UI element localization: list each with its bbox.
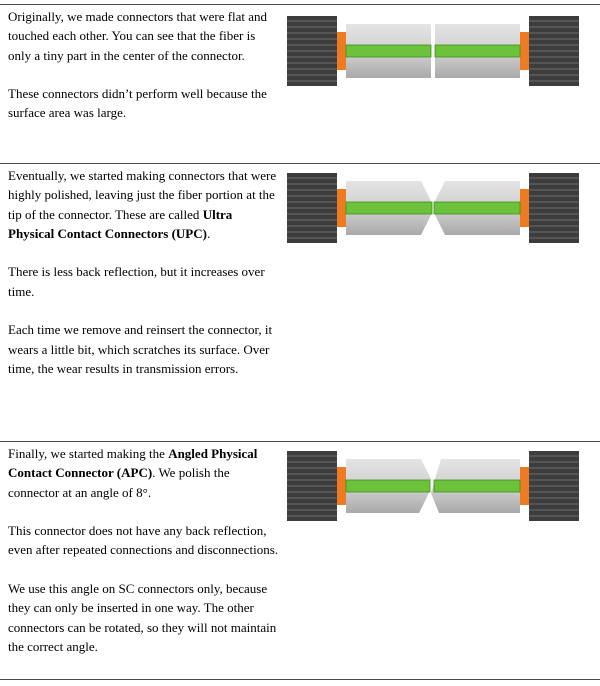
text-run: Originally, we made connectors that were flat and touched each other. You can see that the fiber is only a tiny part in the center of the connector. (8, 9, 268, 63)
table-rule-bottom (0, 679, 600, 680)
paragraph (8, 84, 278, 123)
right-collar (520, 467, 529, 505)
paragraph (8, 7, 278, 65)
table-row-flat (0, 4, 600, 163)
flat-connector-diagram (287, 16, 579, 86)
connector-svg (287, 173, 579, 243)
right-collar (520, 32, 529, 70)
left-fiber-core (346, 202, 432, 214)
text-run: Eventually, we started making connectors that were highly polished, leaving just the fiber portion at the tip of the connector. These are called (8, 168, 277, 222)
row-text-flat (8, 7, 278, 123)
paragraph (8, 320, 278, 378)
apc-connector-diagram (287, 451, 579, 521)
connector-svg (287, 451, 579, 521)
text-run: These connectors didn’t perform well because the surface area was large. (8, 86, 267, 121)
paragraph (8, 579, 278, 656)
bold-term: Ultra Physical Contact Connectors (UPC) (8, 206, 233, 241)
text-run: This connector does not have any back reflection, even after repeated connections and disconnections. (8, 523, 278, 558)
left-fiber-core (346, 45, 431, 57)
table-row-apc (0, 441, 600, 679)
text-run: . We polish the connector at an angle of 8°. (8, 465, 230, 500)
text-run: Each time we remove and reinsert the connector, it wears a little bit, which scratches its surface. Over time, the wear results in transmission errors. (8, 322, 273, 376)
right-fiber-core (434, 202, 520, 214)
right-fiber-core (434, 480, 520, 492)
paragraph (8, 262, 278, 301)
right-fiber-core (435, 45, 520, 57)
text-run: There is less back reflection, but it increases over time. (8, 264, 265, 299)
paragraph (8, 166, 278, 243)
text-run: We use this angle on SC connectors only, because they can only be inserted in one way. The other connectors can be rotated, so they will not maintain the correct angle. (8, 581, 277, 654)
row-text-apc (8, 444, 278, 656)
paragraph (8, 444, 278, 502)
left-collar (337, 467, 346, 505)
table-row-upc (0, 163, 600, 441)
upc-connector-diagram (287, 173, 579, 243)
connector-svg (287, 16, 579, 86)
paragraph (8, 521, 278, 560)
left-collar (337, 32, 346, 70)
bold-term: Angled Physical Contact Connector (APC) (8, 446, 258, 481)
text-run: . (206, 225, 211, 241)
text-run: Finally, we started making the (8, 446, 169, 461)
right-collar (520, 189, 529, 227)
row-text-upc (8, 166, 278, 378)
left-collar (337, 189, 346, 227)
left-fiber-core (346, 480, 430, 492)
